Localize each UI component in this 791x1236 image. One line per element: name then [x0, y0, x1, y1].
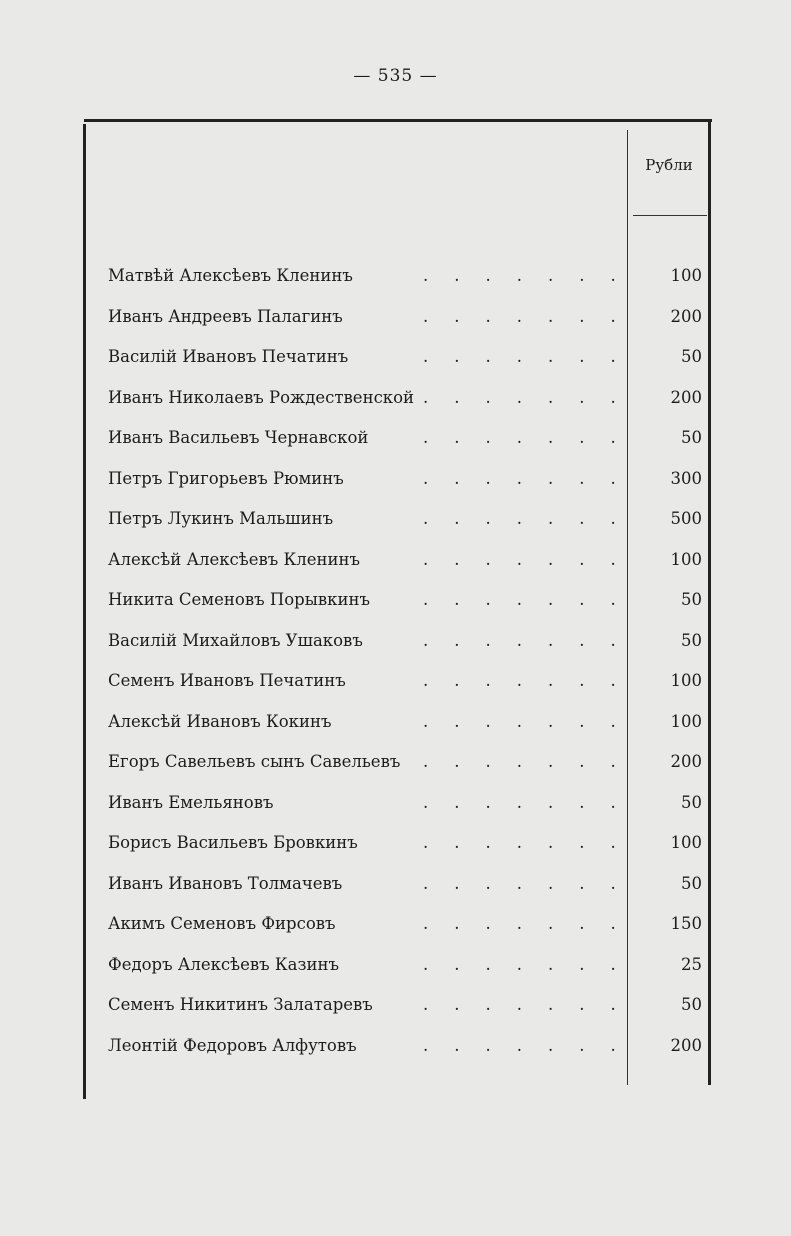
- table-row: [108, 303, 708, 344]
- table-row: [108, 829, 708, 870]
- amount-rubles: 200: [670, 752, 702, 771]
- leader-dots: .......: [423, 266, 642, 285]
- person-name: Никита Семеновъ Порывкинъ: [108, 590, 370, 609]
- amount-rubles: 50: [681, 590, 702, 609]
- column-header-rubles: Рубли: [645, 156, 693, 174]
- person-name: Иванъ Ивановъ Толмачевъ: [108, 873, 343, 893]
- table-row: [108, 424, 708, 465]
- page-number: — 535 —: [353, 66, 438, 86]
- amount-rubles: 200: [670, 1035, 702, 1055]
- leader-dots: .......: [423, 428, 642, 447]
- table-row: [108, 465, 708, 506]
- amount-rubles: 50: [681, 792, 702, 812]
- leader-dots: .......: [423, 752, 642, 771]
- person-name: Иванъ Емельяновъ: [108, 792, 274, 812]
- leader-dots: .......: [423, 914, 642, 933]
- amount-rubles: 100: [670, 266, 702, 285]
- table-row: [108, 910, 708, 951]
- table-row: [108, 384, 708, 425]
- leader-dots: .......: [423, 1035, 642, 1055]
- amount-rubles: 25: [681, 954, 702, 974]
- header-underline: [633, 215, 707, 216]
- leader-dots: .......: [423, 995, 642, 1014]
- amount-rubles: 50: [681, 995, 702, 1014]
- person-name: Иванъ Николаевъ Рождественской: [108, 387, 415, 407]
- amount-rubles: 50: [681, 428, 702, 447]
- leader-dots: .......: [423, 590, 642, 609]
- leader-dots: .......: [423, 630, 642, 650]
- person-name: Акимъ Семеновъ Фирсовъ: [108, 914, 336, 933]
- amount-rubles: 50: [681, 873, 702, 893]
- leader-dots: .......: [423, 954, 642, 974]
- person-name: Федоръ Алексѣевъ Казинъ: [108, 954, 339, 974]
- table-row: [108, 586, 708, 627]
- person-name: Василій Ивановъ Печатинъ: [108, 347, 349, 366]
- person-name: Егоръ Савельевъ сынъ Савельевъ: [108, 752, 401, 771]
- table-row: [108, 505, 708, 546]
- leader-dots: .......: [423, 792, 642, 812]
- table-row: [108, 951, 708, 992]
- person-name: Семенъ Никитинъ Залатаревъ: [108, 995, 373, 1014]
- person-name: Петръ Григорьевъ Рюминъ: [108, 468, 344, 488]
- amount-rubles: 100: [670, 711, 702, 731]
- table-row: [108, 546, 708, 587]
- table-row: [108, 748, 708, 789]
- person-name: Леонтій Федоровъ Алфутовъ: [108, 1035, 357, 1055]
- leader-dots: .......: [423, 387, 642, 407]
- leader-dots: .......: [423, 549, 642, 569]
- amount-rubles: 100: [670, 833, 702, 852]
- leader-dots: .......: [423, 509, 642, 528]
- amount-rubles: 200: [670, 306, 702, 326]
- person-name: Алексѣй Алексѣевъ Кленинъ: [108, 549, 361, 569]
- amount-rubles: 100: [670, 671, 702, 690]
- amount-rubles: 500: [670, 509, 702, 528]
- leader-dots: .......: [423, 347, 642, 366]
- table-left-rule: [83, 124, 86, 1099]
- table-row: [108, 708, 708, 749]
- person-name: Иванъ Васильевъ Чернавской: [108, 428, 369, 447]
- person-name: Борисъ Васильевъ Бровкинъ: [108, 833, 358, 852]
- table-top-rule: [84, 119, 712, 122]
- leader-dots: .......: [423, 306, 642, 326]
- amount-rubles: 300: [670, 468, 702, 488]
- amount-rubles: 200: [670, 387, 702, 407]
- person-name: Алексѣй Ивановъ Кокинъ: [108, 711, 332, 731]
- leader-dots: .......: [423, 873, 642, 893]
- table-row: [108, 789, 708, 830]
- person-name: Семенъ Ивановъ Печатинъ: [108, 671, 346, 690]
- table-row: [108, 262, 708, 303]
- person-name: Василій Михайловъ Ушаковъ: [108, 630, 363, 650]
- amount-rubles: 150: [670, 914, 702, 933]
- table-body: [108, 262, 708, 1072]
- amount-rubles: 50: [681, 630, 702, 650]
- table-row: [108, 870, 708, 911]
- leader-dots: .......: [423, 833, 642, 852]
- table-row: [108, 667, 708, 708]
- leader-dots: .......: [423, 468, 642, 488]
- person-name: Матвѣй Алексѣевъ Кленинъ: [108, 266, 353, 285]
- leader-dots: .......: [423, 671, 642, 690]
- amount-rubles: 100: [670, 549, 702, 569]
- person-name: Петръ Лукинъ Мальшинъ: [108, 509, 334, 528]
- table-row: [108, 1032, 708, 1073]
- leader-dots: .......: [423, 711, 642, 731]
- table-row: [108, 343, 708, 384]
- table-right-rule: [708, 120, 711, 1085]
- table-row: [108, 627, 708, 668]
- person-name: Иванъ Андреевъ Палагинъ: [108, 306, 343, 326]
- table-row: [108, 991, 708, 1032]
- amount-rubles: 50: [681, 347, 702, 366]
